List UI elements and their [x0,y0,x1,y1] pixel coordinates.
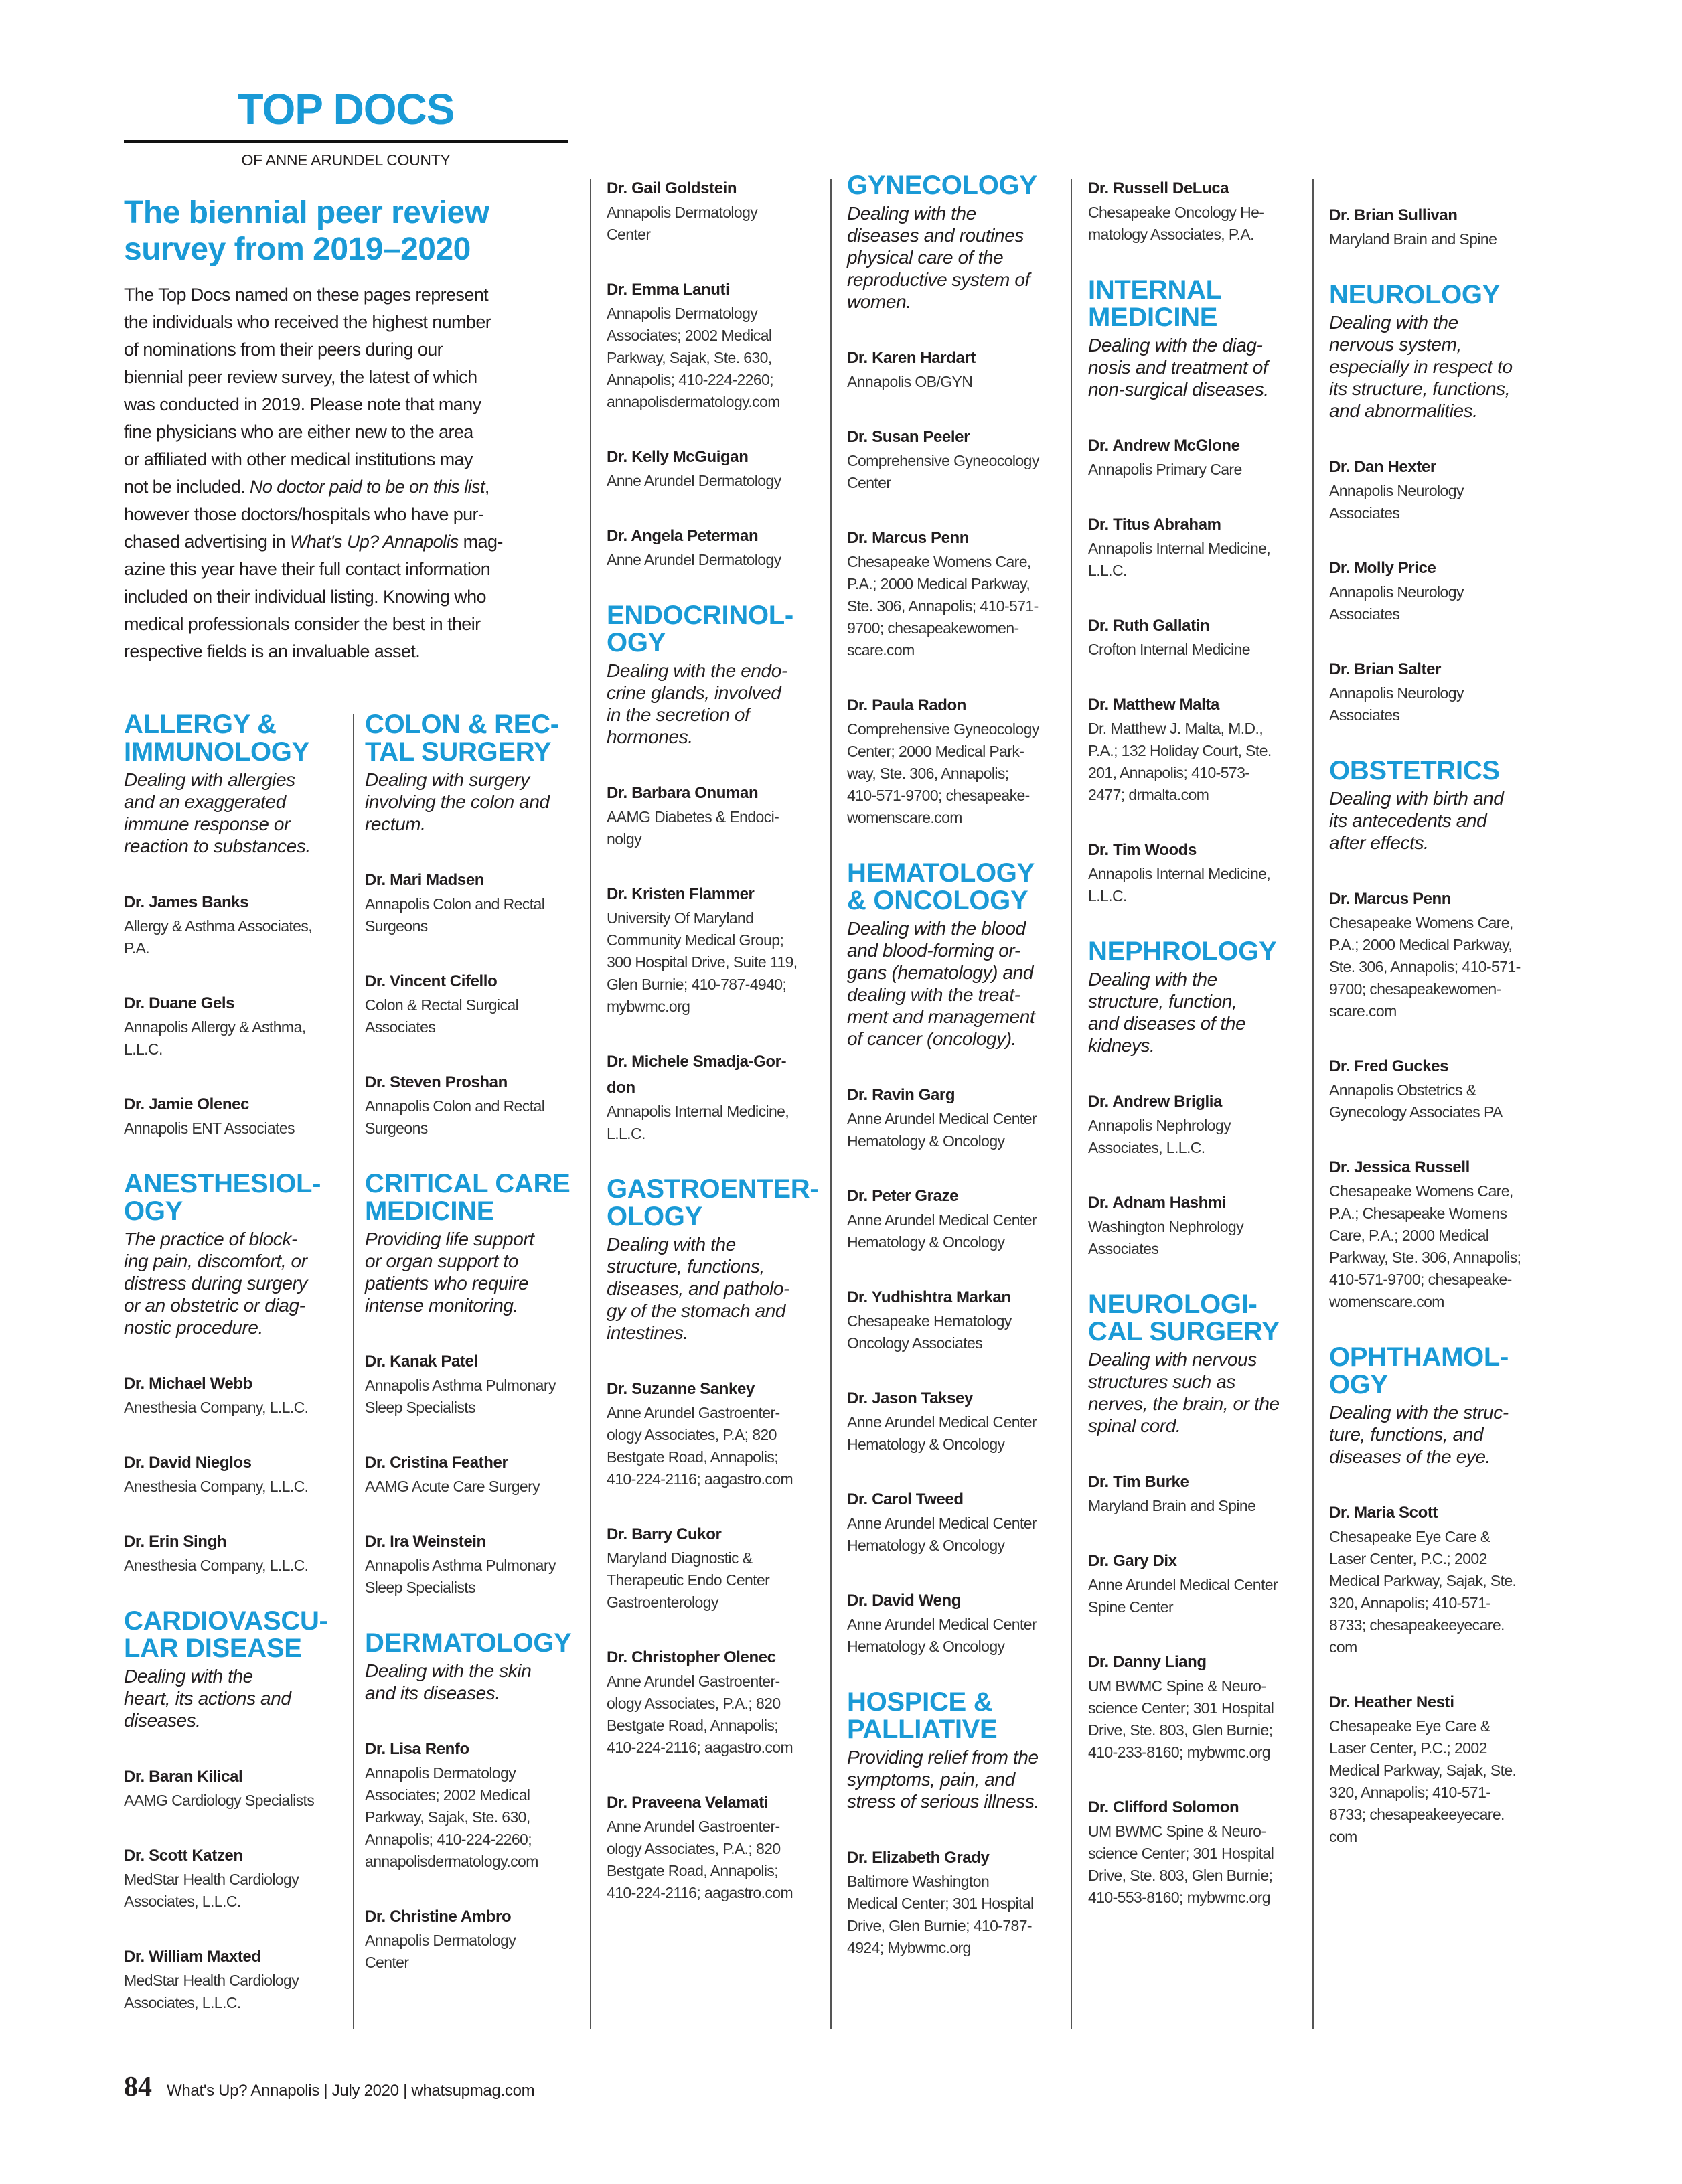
specialty-heading: CARDIOVASCU- LAR DISEASE [124,1606,328,1663]
specialty-description: The practice of block- ing pain, discomfort, or distress during surgery or an obstetric or diag- nostic procedure. [124,1229,308,1338]
doctor-name: Dr. Brian Salter [1329,660,1442,678]
doctor-entry [847,692,1071,829]
doctor-practice: Annapolis OB/GYN [847,373,973,390]
doctor-name: Dr. Scott Katzen [124,1847,243,1865]
doctor-practice: Colon & Rectal Surgical Associates [365,996,519,1036]
doctor-name: Dr. Erin Singh [124,1533,227,1551]
doctor-name: Dr. Andrew McGlone [1088,437,1240,455]
doctor-name: Dr. Fred Guckes [1329,1057,1449,1075]
doctor-name: Dr. Kelly McGuigan [607,448,749,466]
doctor-practice: AAMG Diabetes & Endoci- nolgy [607,808,779,848]
doctor-entry [124,1843,348,1913]
doctor-entry [124,990,348,1061]
doctor-practice: Chesapeake Eye Care & Laser Center, P.C.; 2002 Medical Parkway, Sajak, Ste. 320, Annapolis; 410-571- 8733; chesapeakeeyecare. com [1329,1717,1517,1845]
doctor-practice: Chesapeake Oncology He- matology Associates, P.A. [1088,204,1264,243]
doctor-practice: Maryland Brain and Spine [1329,230,1497,248]
doctor-name: Dr. Karen Hardart [847,349,976,367]
specialty-heading: ALLERGY & IMMUNOLOGY [124,710,309,767]
doctor-practice: Annapolis Internal Medicine, L.L.C. [1088,540,1271,579]
doctor-entry [847,424,1071,494]
doctor-entry [124,1764,348,1812]
doctor-name: Dr. Emma Lanuti [607,281,730,299]
doctor-name: Dr. Christine Ambro [365,1907,512,1926]
doctor-practice: Maryland Brain and Spine [1088,1497,1256,1514]
column-5 [1088,175,1312,1940]
doctor-entry [365,1736,589,1873]
doctor-entry [1329,656,1553,726]
specialty-description: Dealing with the struc- ture, functions, and diseases of the eye. [1329,1402,1509,1467]
doctor-practice: Annapolis Dermatology Associates; 2002 Medical Parkway, Sajak, Ste. 630, Annapolis; 410-224-2260; annapolisdermatology.com [365,1764,538,1870]
doctor-name: Dr. Susan Peeler [847,428,970,446]
doctor-name: Dr. Praveena Velamati [607,1794,769,1812]
doctor-entry [1088,1794,1312,1909]
specialty-description: Providing relief from the symptoms, pain, and stress of serious illness. [847,1747,1039,1812]
doctor-entry [124,1091,348,1140]
doctor-name: Dr. Andrew Briglia [1088,1093,1222,1111]
intro-text: mag- azine this year have their full contact information included on their individual listing. Knowing who medical professionals consider the best in their respective fields is an invaluable asset. [124,532,503,661]
doctor-entry [607,1521,831,1614]
doctor-name: Dr. Kanak Patel [365,1352,478,1371]
doctor-practice: Baltimore Washington Medical Center; 301 Hospital Drive, Glen Burnie; 410-787- 4924; Mybwmc.org [847,1873,1034,1956]
doctor-entry [1088,433,1312,481]
specialty-description: Dealing with the structure, functions, diseases, and patholo- gy of the stomach and intestines. [607,1234,789,1343]
doctor-entry [1329,555,1553,625]
doctor-practice: MedStar Health Cardiology Associates, L.L.C. [124,1972,299,2011]
doctor-name: Dr. James Banks [124,893,249,911]
doctor-entry [1088,837,1312,907]
doctor-name: Dr. Suzanne Sankey [607,1380,755,1398]
specialty-description: Dealing with allergies and an exaggerated immune response or reaction to substances. [124,769,311,856]
doctor-name: Dr. Matthew Malta [1088,696,1219,714]
doctor-entry [1329,1689,1553,1848]
doctor-practice: Annapolis Colon and Rectal Surgeons [365,1097,545,1137]
doctor-entry [1329,454,1553,524]
doctor-name: Dr. Russell DeLuca [1088,179,1229,198]
doctor-practice: Maryland Diagnostic & Therapeutic Endo Center Gastroenterology [607,1549,770,1611]
doctor-name: Dr. Ira Weinstein [365,1533,486,1551]
column-4 [847,172,1071,1990]
column-1 [124,711,348,2045]
specialty-heading: NEUROLOGY [1329,280,1501,309]
doctor-entry [607,523,831,571]
doctor-entry [607,444,831,492]
doctor-name: Dr. Clifford Solomon [1088,1798,1239,1816]
doctor-entry [365,1450,589,1498]
doctor-practice: Annapolis Allergy & Asthma, L.L.C. [124,1018,306,1058]
doctor-entry [607,175,831,246]
doctor-entry [365,1348,589,1419]
doctor-practice: Annapolis Nephrology Associates, L.L.C. [1088,1117,1231,1156]
intro-paragraph [124,281,539,666]
column-divider [590,179,591,2029]
doctor-practice: Annapolis Dermatology Center [607,204,758,243]
doctor-name: Dr. Marcus Penn [1329,890,1452,908]
doctor-name: Dr. Titus Abraham [1088,516,1221,534]
doctor-entry [847,1845,1071,1959]
doctor-practice: Anne Arundel Dermatology [607,551,781,568]
doctor-name: Dr. Angela Peterman [607,527,759,545]
doctor-name: Dr. Peter Graze [847,1187,959,1205]
doctor-name: Dr. Jamie Olenec [124,1095,250,1113]
specialty-description: Dealing with the structure, function, and diseases of the kidneys. [1088,969,1246,1056]
doctor-name: Dr. Michael Webb [124,1375,252,1393]
page-number: 84 [124,2072,152,2102]
doctor-practice: Anesthesia Company, L.L.C. [124,1557,309,1574]
doctor-practice: Anne Arundel Medical Center Hematology & Oncology [847,1110,1037,1150]
doctor-practice: Annapolis Internal Medicine, L.L.C. [607,1103,789,1142]
doctor-entry [1088,613,1312,661]
doctor-entry [365,968,589,1038]
doctor-name: Dr. Cristina Feather [365,1454,508,1472]
doctor-practice: Annapolis Neurology Associates [1329,583,1464,623]
doctor-practice: UM BWMC Spine & Neuro- science Center; 301 Hospital Drive, Ste. 803, Glen Burnie; 410-233-8160; mybwmc.org [1088,1677,1274,1761]
intro-text: , however those doctors/hospitals who have pur- chased advertising in [124,477,489,552]
specialty-description: Dealing with the endo- crine glands, involved in the secretion of hormones. [607,660,787,747]
doctor-name: Dr. Marcus Penn [847,529,970,547]
doctor-practice: Crofton Internal Medicine [1088,641,1250,658]
specialty-heading: CRITICAL CARE MEDICINE [365,1169,570,1226]
specialty-heading: NEUROLOGI- CAL SURGERY [1088,1290,1280,1346]
doctor-name: Dr. Tim Woods [1088,841,1197,859]
doctor-name: Dr. David Nieglos [124,1454,252,1472]
doctor-practice: Comprehensive Gyneocology Center; 2000 Medical Park- way, Ste. 306, Annapolis; 410-571-9700; chesapeake- womenscare.com [847,720,1039,826]
doctor-name: Dr. Gail Goldstein [607,179,737,198]
doctor-practice: Anne Arundel Medical Center Hematology & Oncology [847,1413,1037,1453]
intro-text: The Top Docs named on these pages represent the individuals who received the highest number of nominations from their peers during our biennial peer review survey, the latest of which was conducted in 2019. Please note that many fine physicians who are either new to the area or affiliated with other medical institutions may not be included. [124,285,491,497]
column-divider [830,179,832,2029]
doctor-practice: Anne Arundel Medical Center Hematology & Oncology [847,1514,1037,1554]
doctor-entry [607,277,831,413]
doctor-practice: Allergy & Asthma Associates, P.A. [124,917,313,957]
specialty-heading: OBSTETRICS [1329,756,1500,785]
specialty-description: Dealing with the diag- nosis and treatment of non-surgical diseases. [1088,335,1269,400]
doctor-entry [847,1587,1071,1658]
doctor-entry [1329,202,1553,250]
specialty-description: Dealing with the skin and its diseases. [365,1660,532,1703]
specialty-heading: ENDOCRINOL- OGY [607,601,793,657]
doctor-entry [847,525,1071,661]
doctor-practice: Annapolis ENT Associates [124,1119,295,1137]
doctor-entry [1329,1154,1553,1313]
doctor-name: Dr. Jason Taksey [847,1389,973,1407]
doctor-practice: Annapolis Colon and Rectal Surgeons [365,895,545,935]
doctor-practice: Annapolis Asthma Pulmonary Sleep Specialists [365,1377,556,1416]
doctor-entry [607,1790,831,1904]
doctor-practice: AAMG Acute Care Surgery [365,1478,540,1495]
doctor-entry [365,867,589,937]
doctor-practice: Anne Arundel Medical Center Spine Center [1088,1576,1278,1616]
doctor-practice: Anne Arundel Gastroenter- ology Associates, P.A.; 820 Bestgate Road, Annapolis; 410-224-2116; aagastro.com [607,1672,793,1756]
doctor-name: Dr. Mari Madsen [365,871,485,889]
doctor-name: Dr. Jessica Russell [1329,1158,1470,1176]
specialty-description: Dealing with the blood and blood-forming or- gans (hematology) and dealing with the treat- ment and management of cancer (oncology). [847,918,1035,1049]
doctor-name: Dr. Steven Proshan [365,1073,508,1091]
doctor-practice: Annapolis Dermatology Center [365,1932,516,1971]
doctor-entry [1088,1089,1312,1159]
doctor-practice: Anne Arundel Gastroenter- ology Associates, P.A.; 820 Bestgate Road, Annapolis; 410-224-2116; aagastro.com [607,1818,793,1901]
doctor-entry [847,1284,1071,1354]
doctor-entry [1088,1548,1312,1618]
specialty-description: Dealing with nervous structures such as nerves, the brain, or the spinal cord. [1088,1349,1280,1436]
specialty-description: Dealing with the nervous system, especially in respect to its structure, functions, and abnormalities. [1329,312,1513,421]
doctor-entry [124,1371,348,1419]
doctor-practice: AAMG Cardiology Specialists [124,1792,315,1809]
specialty-heading: NEPHROLOGY [1088,937,1277,966]
specialty-heading: GYNECOLOGY [847,171,1037,200]
doctor-entry [1088,692,1312,806]
doctor-name: Dr. Heather Nesti [1329,1693,1454,1711]
doctor-practice: Annapolis Neurology Associates [1329,684,1464,724]
doctor-practice: Dr. Matthew J. Malta, M.D., P.A.; 132 Holiday Court, Ste. 201, Annapolis; 410-573- 2477; drmalta.com [1088,720,1272,803]
doctor-entry [1329,1053,1553,1123]
doctor-name: Dr. Ruth Gallatin [1088,617,1210,635]
doctor-name: Dr. Brian Sullivan [1329,206,1458,224]
doctor-entry [1088,1190,1312,1260]
doctor-practice: University Of Maryland Community Medical Group; 300 Hospital Drive, Suite 119, Glen Burnie; 410-787-4940; mybwmc.org [607,909,797,1015]
doctor-practice: Anesthesia Company, L.L.C. [124,1478,309,1495]
doctor-entry [847,1486,1071,1557]
specialty-heading: HEMATOLOGY & ONCOLOGY [847,858,1035,915]
doctor-practice: Anne Arundel Gastroenter- ology Associates, P.A; 820 Bestgate Road, Annapolis; 410-224-2116; aagastro.com [607,1404,793,1488]
doctor-name: Dr. Christopher Olenec [607,1648,776,1666]
column-3 [607,175,831,1935]
doctor-name: Dr. Maria Scott [1329,1504,1438,1522]
doctor-entry [607,780,831,850]
footer-text: What's Up? Annapolis | July 2020 | whatsupmag.com [167,2082,535,2100]
doctor-name: Dr. Lisa Renfo [365,1740,469,1758]
intro-emphasis: No doctor paid to be on this list [249,477,485,497]
doctor-name: Dr. Vincent Cifello [365,972,498,990]
doctor-practice: Anne Arundel Medical Center Hematology & Oncology [847,1211,1037,1251]
doctor-practice: Chesapeake Womens Care, P.A.; 2000 Medical Parkway, Ste. 306, Annapolis; 410-571- 9700; chesapeakewomen- scare.com [847,553,1039,659]
title-rule [124,140,568,143]
doctor-entry [1088,1469,1312,1517]
doctor-entry [365,1069,589,1140]
doctor-entry [607,1644,831,1759]
doctor-entry [1088,512,1312,582]
doctor-entry [1088,1649,1312,1764]
doctor-entry [847,345,1071,393]
doctor-entry [124,1450,348,1498]
specialty-description: Dealing with the heart, its actions and diseases. [124,1666,291,1731]
column-2 [365,711,589,2005]
doctor-entry [847,1183,1071,1253]
doctor-name: Dr. Yudhishtra Markan [847,1288,1011,1306]
column-divider [353,714,354,2029]
doctor-name: Dr. Ravin Garg [847,1086,955,1104]
intro-emphasis: What's Up? Annapolis [289,532,459,552]
doctor-name: Dr. Carol Tweed [847,1490,964,1508]
doctor-name: Dr. Danny Liang [1088,1653,1207,1671]
specialty-heading: GASTROENTER- OLOGY [607,1174,819,1231]
doctor-practice: Anne Arundel Medical Center Hematology & Oncology [847,1616,1037,1655]
page-footer [124,2071,534,2103]
doctor-name: Dr. Dan Hexter [1329,458,1436,476]
doctor-entry [365,1903,589,1974]
doctor-practice: UM BWMC Spine & Neuro- science Center; 301 Hospital Drive, Ste. 803, Glen Burnie; 410-553-8160; mybwmc.org [1088,1822,1274,1906]
doctor-practice: Annapolis Primary Care [1088,461,1242,478]
doctor-name: Dr. William Maxted [124,1948,261,1966]
column-6 [1329,202,1553,1879]
doctor-practice: Annapolis Neurology Associates [1329,482,1464,522]
doctor-name: Dr. Kristen Flammer [607,885,755,903]
specialty-heading: COLON & REC- TAL SURGERY [365,710,559,767]
doctor-entry [1329,1500,1553,1658]
doctor-practice: Anne Arundel Dermatology [607,472,781,489]
doctor-name: Dr. Tim Burke [1088,1473,1189,1491]
doctor-practice: Annapolis Dermatology Associates; 2002 Medical Parkway, Sajak, Ste. 630, Annapolis; 410-224-2260; annapolisdermatology.com [607,305,780,410]
doctor-entry [124,889,348,959]
specialty-heading: ANESTHESIOL- OGY [124,1169,321,1226]
doctor-name: Dr. Baran Kilical [124,1768,243,1786]
specialty-heading: OPHTHAMOL- OGY [1329,1342,1509,1399]
doctor-practice: Comprehensive Gyneocology Center [847,452,1039,491]
doctor-entry [124,1944,348,2014]
specialty-heading: DERMATOLOGY [365,1628,572,1658]
doctor-entry [847,1082,1071,1152]
specialty-description: Providing life support or organ support to patients who require intense monitoring. [365,1229,534,1316]
doctor-name: Dr. Paula Radon [847,696,967,714]
doctor-practice: Chesapeake Womens Care, P.A.; 2000 Medical Parkway, Ste. 306, Annapolis; 410-571- 9700; chesapeakewomen- scare.com [1329,914,1521,1020]
doctor-practice: Anesthesia Company, L.L.C. [124,1399,309,1416]
doctor-name: Dr. Michele Smadja-Gor- don [607,1052,787,1097]
doctor-name: Dr. Duane Gels [124,994,235,1012]
doctor-name: Dr. Molly Price [1329,559,1436,577]
column-divider [1312,179,1314,2029]
section-subtitle: OF ANNE ARUNDEL COUNTY [241,151,451,169]
specialty-description: Dealing with surgery involving the colon and rectum. [365,769,550,834]
doctor-entry [607,1048,831,1145]
doctor-name: Dr. Barbara Onuman [607,784,759,802]
doctor-practice: MedStar Health Cardiology Associates, L.L.C. [124,1871,299,1910]
doctor-practice: Chesapeake Womens Care, P.A.; Chesapeake Womens Care, P.A.; 2000 Medical Parkway, Ste. 306, Annapolis; 410-571-9700; chesapeake- womenscare.com [1329,1182,1521,1310]
column-divider [1071,179,1072,2029]
doctor-practice: Annapolis Asthma Pulmonary Sleep Specialists [365,1557,556,1596]
specialty-description: Dealing with the diseases and routines physical care of the reproductive system of women. [847,203,1030,312]
specialty-heading: INTERNAL MEDICINE [1088,275,1222,332]
doctor-entry [124,1529,348,1577]
doctor-entry [1329,886,1553,1022]
doctor-practice: Washington Nephrology Associates [1088,1218,1244,1257]
doctor-practice: Annapolis Internal Medicine, L.L.C. [1088,865,1271,905]
doctor-name: Dr. David Weng [847,1591,961,1610]
doctor-practice: Annapolis Obstetrics & Gynecology Associates PA [1329,1081,1503,1121]
intro [124,194,539,666]
section-title: TOP DOCS [237,85,455,133]
specialty-description: Dealing with birth and its antecedents and after effects. [1329,788,1504,853]
doctor-entry [847,1385,1071,1456]
doctor-entry [1088,175,1312,246]
doctor-entry [607,881,831,1018]
doctor-practice: Chesapeake Hematology Oncology Associates [847,1312,1012,1352]
intro-headline: The biennial peer review survey from 2019–2020 [124,195,489,267]
doctor-entry [607,1376,831,1490]
doctor-name: Dr. Elizabeth Grady [847,1849,990,1867]
specialty-heading: HOSPICE & PALLIATIVE [847,1687,998,1744]
doctor-practice: Chesapeake Eye Care & Laser Center, P.C.; 2002 Medical Parkway, Sajak, Ste. 320, Annapolis; 410-571- 8733; chesapeakeeyecare. com [1329,1528,1517,1656]
doctor-entry [365,1529,589,1599]
doctor-name: Dr. Barry Cukor [607,1525,722,1543]
doctor-name: Dr. Adnam Hashmi [1088,1194,1227,1212]
doctor-name: Dr. Gary Dix [1088,1552,1177,1570]
